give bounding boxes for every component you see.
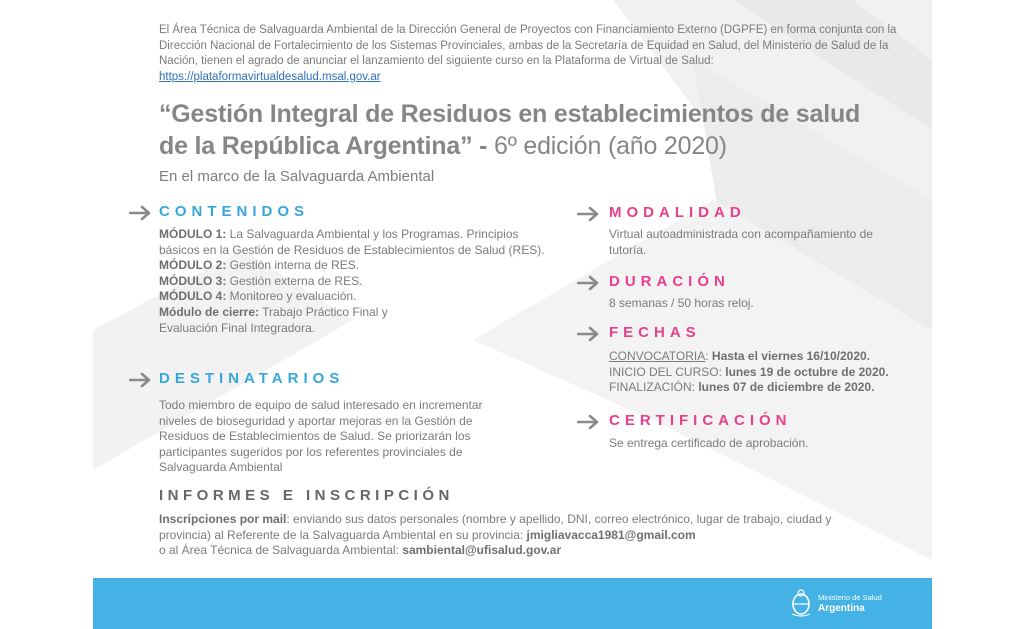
course-poster: [93, 0, 932, 629]
heading-modalidad: MODALIDAD: [609, 204, 746, 221]
ministry-line1: Ministerio de Salud: [818, 593, 882, 602]
poster-content: [93, 0, 932, 580]
heading-contenidos: CONTENIDOS: [159, 203, 310, 220]
title-edition: 6º edición (año 2020): [494, 132, 727, 160]
course-title: [159, 98, 899, 162]
arrow-right-icon: [129, 205, 153, 221]
contenidos-item-4: MÓDULO 4: Monitoreo y evaluación.: [159, 289, 357, 304]
title-line1: “Gestión Integral de Residuos en establecimientos de salud: [159, 100, 861, 128]
title-line2: de la República Argentina” -: [159, 132, 494, 160]
heading-certificacion: CERTIFICACIÓN: [609, 412, 792, 429]
heading-informes: INFORMES E INSCRIPCIÓN: [159, 487, 454, 504]
ministry-line2: Argentina: [818, 603, 865, 614]
email-area-tecnica[interactable]: sambiental@ufisalud.gov.ar: [402, 543, 562, 558]
modalidad-text: Virtual autoadministrada con acompañamiento de tutoría.: [609, 227, 873, 257]
fechas-list: [609, 349, 909, 396]
intro-paragraph: [159, 23, 899, 85]
arrow-right-icon: [577, 326, 601, 342]
fecha-finalizacion: FINALIZACIÓN: lunes 07 de diciembre de 2020.: [609, 380, 875, 395]
fecha-convocatoria: CONVOCATORIA: Hasta el viernes 16/10/2020.: [609, 349, 871, 363]
ministry-logo: [790, 588, 882, 618]
fecha-inicio: INICIO DEL CURSO: lunes 19 de octubre de 2020.: [609, 364, 889, 379]
destinatarios-text: Todo miembro de equipo de salud interesado en incrementar niveles de bioseguridad y aportar mejoras en la Gestión de Residuos de Establecimientos de Salud. Se priorizarán los participantes sugeridos por los referentes provinciales de Salvaguarda Ambiental: [159, 398, 483, 475]
informes-text: Inscripciones por mail: enviando sus datos personales (nombre y apellido, DNI, correo electrónico, lugar de trabajo, ciudad y provincia) al Referente de la Salvaguarda Ambiental en su provincia: jmigliavacca1981@gmail.com o al Área Técnica de Salvaguarda Ambiental: sambiental@ufisalud.gov.ar: [159, 512, 832, 558]
intro-text: El Área Técnica de Salvaguarda Ambiental de la Dirección General de Proyectos con Financiamiento Externo (DGPFE) en forma conjunta con la Dirección Nacional de Fortalecimiento de los Sistemas Provinciales, ambas de la Secretaría de Equidad en Salud, del Ministerio de Salud de la Nación, tienen el agrado de anunciar el lanzamiento del siguiente curso en la Plataforma de Virtual de Salud:: [159, 24, 897, 67]
arrow-right-icon: [129, 372, 153, 388]
arrow-right-icon: [577, 206, 601, 222]
informes-label: Inscripciones por mail: [159, 512, 287, 526]
duracion-text: 8 semanas / 50 horas reloj.: [609, 296, 754, 310]
certificacion-text: Se entrega certificado de aprobación.: [609, 436, 809, 450]
arrow-right-icon: [577, 414, 601, 430]
arrow-right-icon: [577, 275, 601, 291]
contenidos-item-3: MÓDULO 3: Gestión externa de RES.: [159, 273, 363, 288]
email-referente[interactable]: jmigliavacca1981@gmail.com: [526, 527, 696, 542]
platform-link[interactable]: https://plataformavirtualdesalud.msal.gov.ar: [159, 70, 381, 83]
contenidos-item-5: Módulo de cierre: Trabajo Práctico Final y Evaluación Final Integradora.: [159, 304, 388, 335]
contenidos-item-2: MÓDULO 2: Gestión interna de RES.: [159, 258, 360, 273]
heading-duracion: DURACIÓN: [609, 273, 730, 290]
course-subtitle: En el marco de la Salvaguarda Ambiental: [159, 168, 435, 185]
contenidos-item-1: MÓDULO 1: La Salvaguarda Ambiental y los Programas. Principios básicos en la Gestión de Residuos de Establecimientos de Salud (RES).: [159, 227, 545, 257]
heading-destinatarios: DESTINATARIOS: [159, 370, 345, 387]
coat-of-arms-icon: [790, 588, 812, 618]
contenidos-list: [159, 227, 554, 336]
heading-fechas: FECHAS: [609, 324, 701, 341]
footer-bar: [93, 578, 932, 629]
